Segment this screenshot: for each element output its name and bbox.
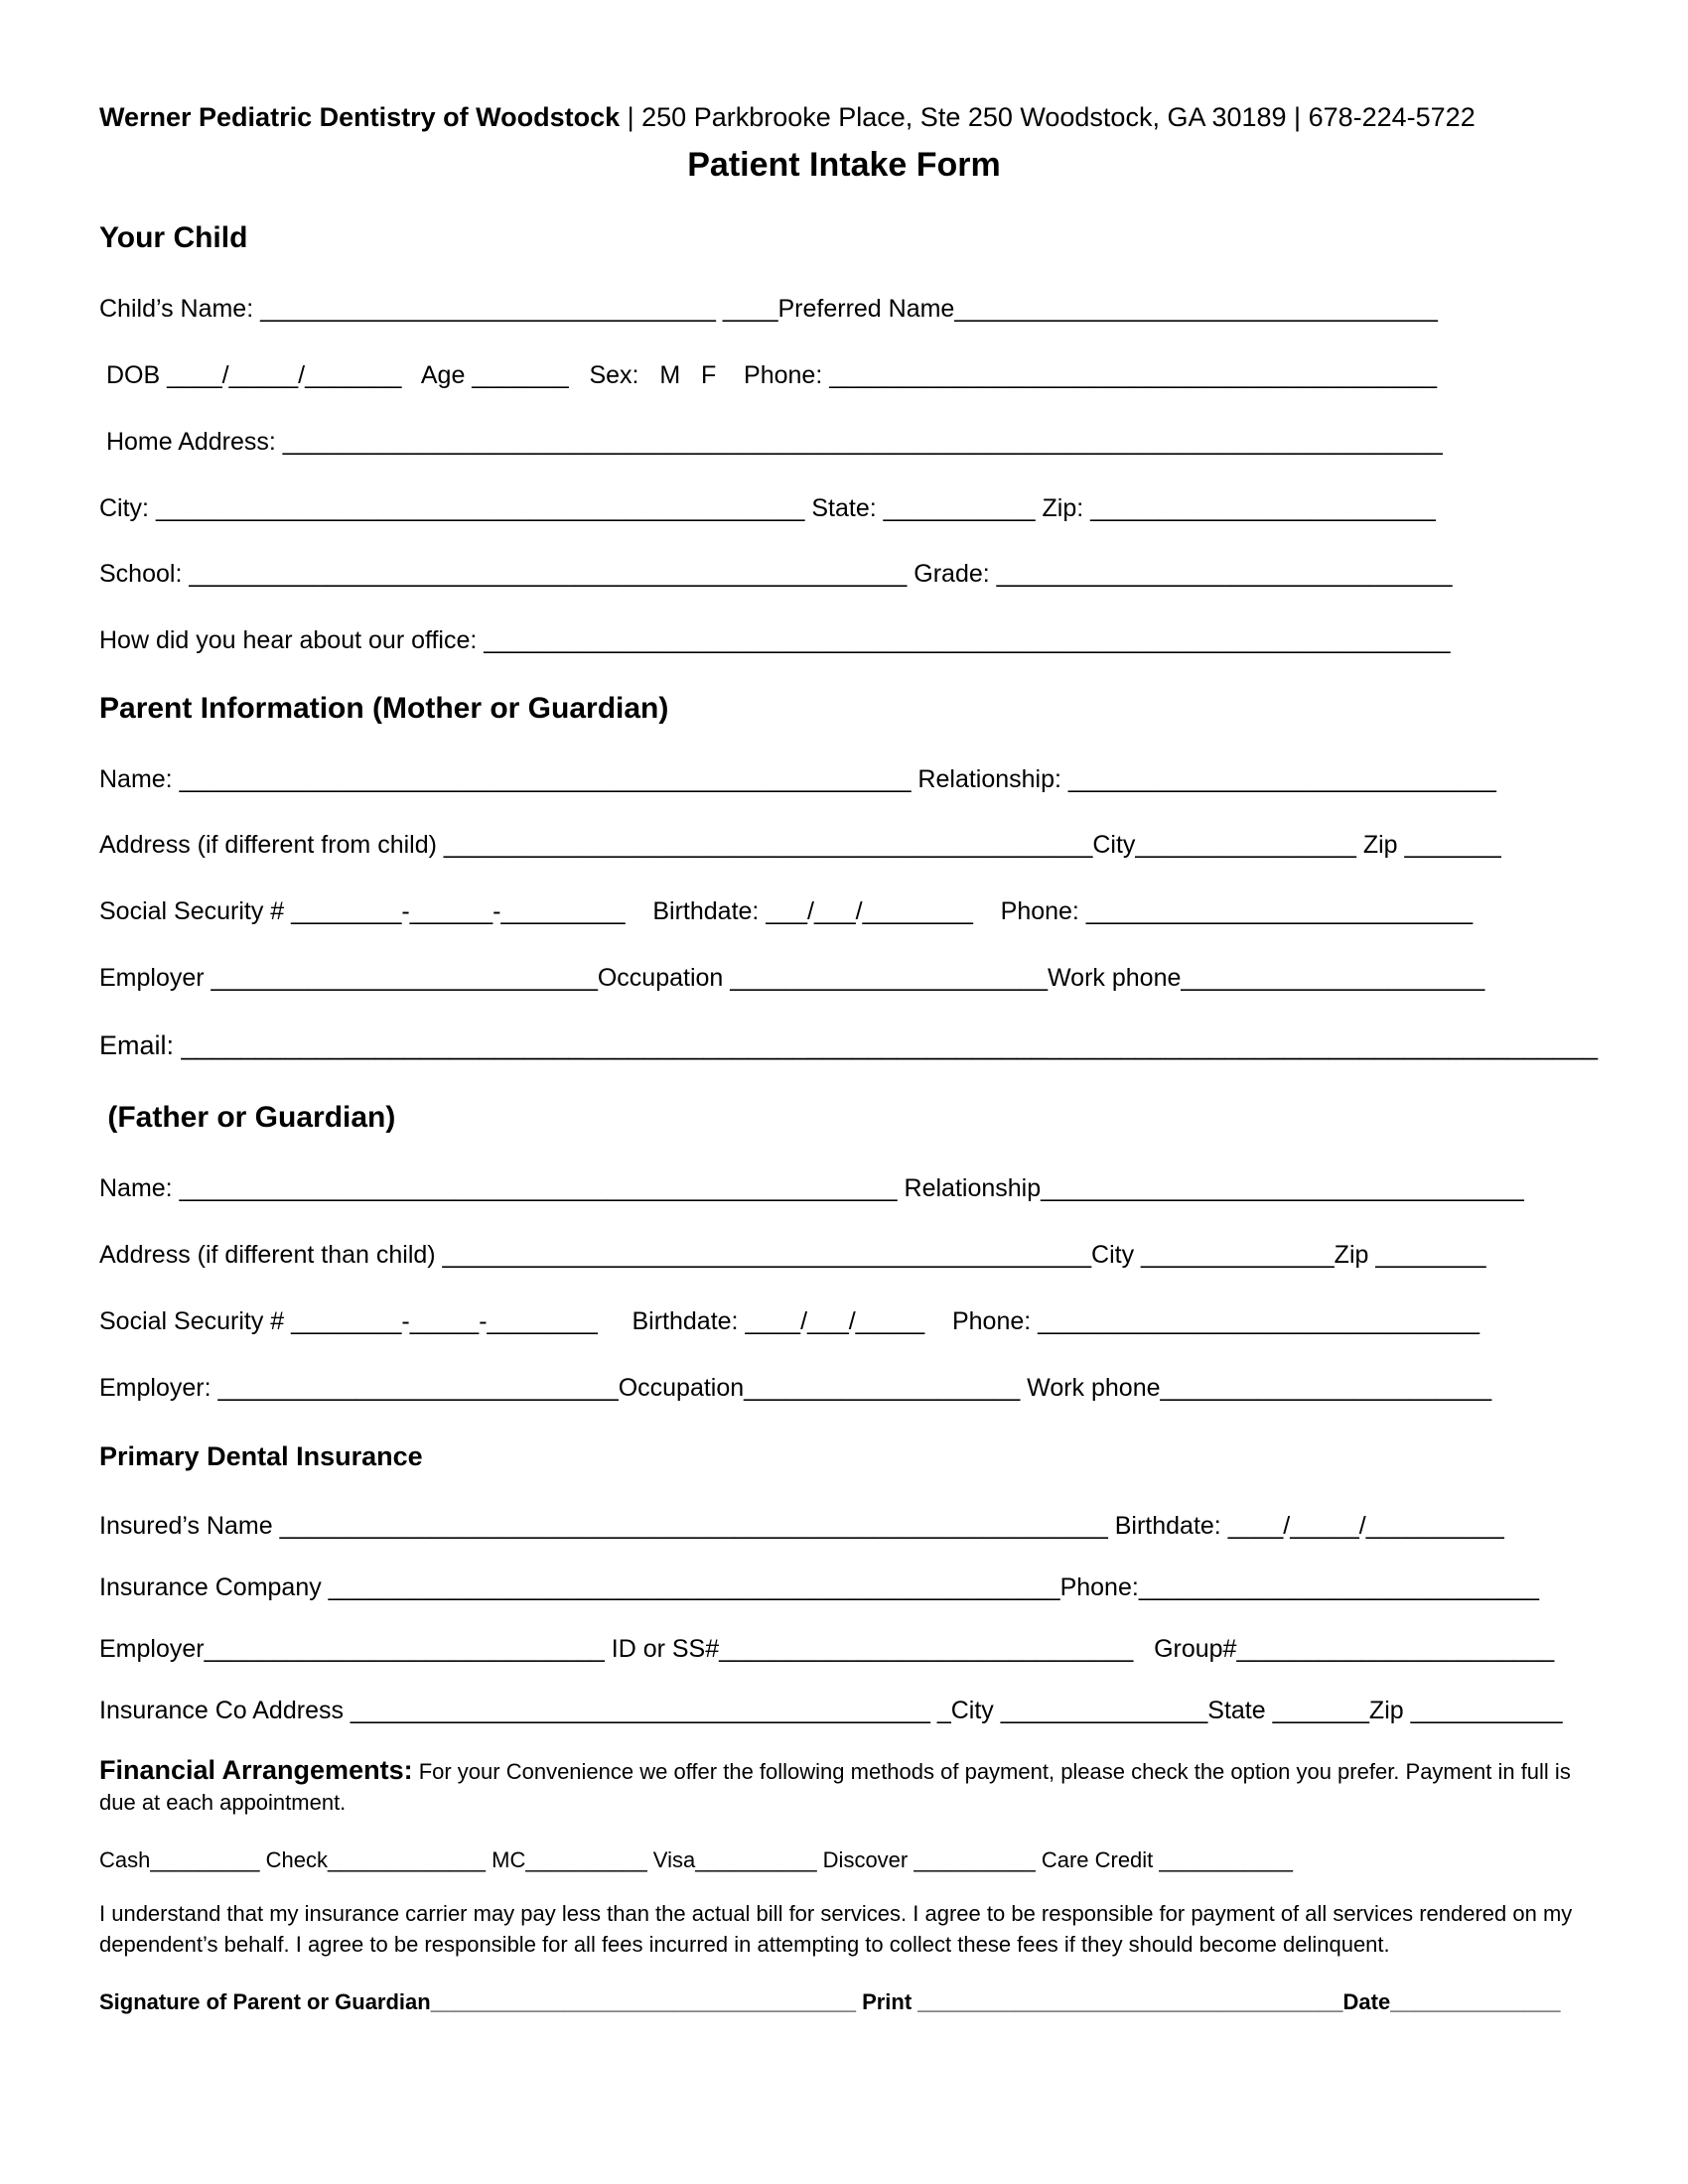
child-dob-line[interactable]: DOB ____/_____/_______ Age _______ Sex: M F Phone: ____________________________________________ (99, 361, 1437, 389)
practice-contact: | 250 Parkbrooke Place, Ste 250 Woodstock, GA 30189 | 678-224-5722 (620, 102, 1476, 132)
father-employer-line[interactable]: Employer: _____________________________Occupation____________________ Work phone________________________ (99, 1374, 1492, 1402)
financial-paragraph (99, 1755, 1609, 1818)
insured-name-line[interactable]: Insured’s Name ____________________________________________________________ Birthdate: ____/_____/__________ (99, 1512, 1504, 1540)
child-city-line[interactable]: City: _______________________________________________ State: ___________ Zip: _________________________ (99, 494, 1436, 522)
payment-methods-line[interactable]: Cash_________ Check_____________ MC__________ Visa__________ Discover __________ Care Credit ___________ (99, 1847, 1293, 1872)
father-heading: (Father or Guardian) (99, 1101, 396, 1134)
financial-intro: For your Convenience we offer the following methods of payment, please check the option you prefer. Payment in full is due at each appointment. (99, 1759, 1571, 1815)
child-referral-line[interactable]: How did you hear about our office: ______________________________________________________________________ (99, 626, 1451, 654)
your-child-heading: Your Child (99, 221, 248, 254)
mother-employer-line[interactable]: Employer ____________________________Occupation _______________________Work phone______________________ (99, 964, 1485, 992)
insurance-company-line[interactable]: Insurance Company _____________________________________________________Phone:_____________________________ (99, 1573, 1540, 1601)
mother-ssn-line[interactable]: Social Security # ________-______-_________ Birthdate: ___/___/________ Phone: ____________________________ (99, 897, 1474, 925)
child-school-line[interactable]: School: ____________________________________________________ Grade: _________________________________ (99, 560, 1453, 588)
page-title: Patient Intake Form (687, 146, 1001, 184)
financial-heading: Financial Arrangements: (99, 1755, 413, 1785)
mother-heading: Parent Information (Mother or Guardian) (99, 692, 669, 725)
child-address-line[interactable]: Home Address: ____________________________________________________________________________________ (99, 428, 1443, 456)
father-ssn-line[interactable]: Social Security # ________-_____-________ Birthdate: ____/___/_____ Phone: ________________________________ (99, 1307, 1480, 1335)
insurance-heading: Primary Dental Insurance (99, 1441, 423, 1471)
practice-name: Werner Pediatric Dentistry of Woodstock (99, 102, 621, 132)
mother-address-line[interactable]: Address (if different from child) _______________________________________________City________________ Zip _______ (99, 831, 1501, 859)
child-name-line[interactable]: Child’s Name: _________________________________ ____Preferred Name___________________________________ (99, 295, 1438, 323)
practice-header (99, 102, 1476, 132)
father-name-line[interactable]: Name: ____________________________________________________ Relationship___________________________________ (99, 1174, 1524, 1202)
mother-name-line[interactable]: Name: _____________________________________________________ Relationship: _______________________________ (99, 765, 1496, 793)
mother-email-line[interactable]: Email: _______________________________________________________________________________________________ (99, 1030, 1599, 1060)
father-address-line[interactable]: Address (if different than child) _______________________________________________City ______________Zip ________ (99, 1241, 1486, 1269)
signature-line[interactable]: Signature of Parent or Guardian___________________________________ Print ___________________________________Date______________ (99, 1989, 1561, 2014)
agreement-text: I understand that my insurance carrier may pay less than the actual bill for services. I agree to be responsible for payment of all services rendered on my dependent’s behalf. I agree to be responsible for all fees incurred in attempting to collect these fees if they should become delinquent. (99, 1901, 1573, 1957)
insurance-address-line[interactable]: Insurance Co Address __________________________________________ _City _______________State _______Zip ___________ (99, 1697, 1563, 1724)
insurance-employer-line[interactable]: Employer_____________________________ ID or SS#______________________________ Group#_______________________ (99, 1635, 1555, 1663)
